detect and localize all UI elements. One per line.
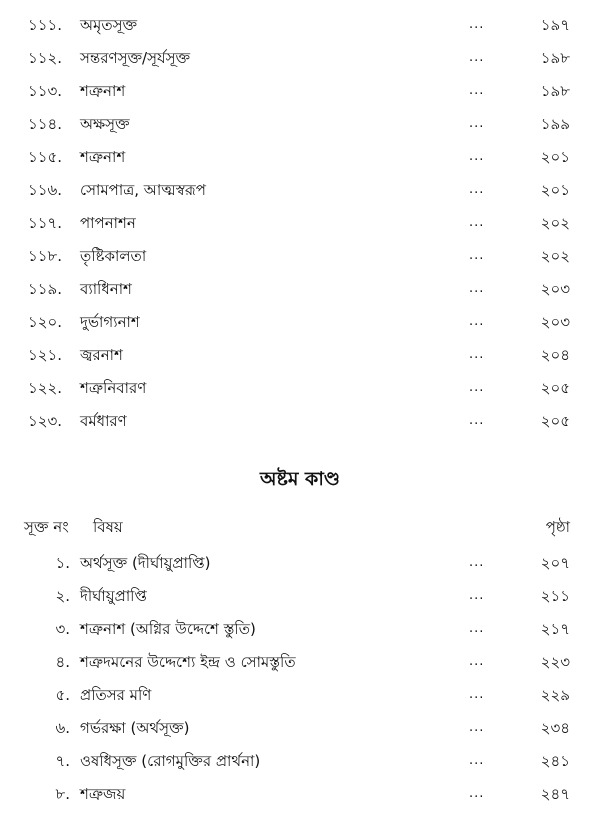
entry-title: শত্রুদমনের উদ্দেশ্যে ইন্দ্র ও সোমস্তুতি	[80, 653, 296, 671]
entry-leader: ...	[469, 588, 485, 603]
entry-page: ২২৯	[540, 686, 570, 704]
entry-number: ১২১.	[28, 346, 62, 364]
entry-title: সোমপাত্র, আত্মস্বরূপ	[80, 181, 206, 199]
entry-number: ১১৬.	[28, 181, 62, 199]
entry-number: ১১৭.	[28, 214, 62, 232]
toc-row	[0, 375, 600, 401]
entry-page: ২৩৪	[540, 719, 570, 737]
entry-leader: ...	[469, 17, 485, 32]
entry-page: ১৯৯	[540, 115, 570, 133]
toc-row	[0, 45, 600, 71]
toc-row	[0, 342, 600, 368]
entry-number: ৮.	[55, 785, 70, 803]
entry-leader: ...	[469, 654, 485, 669]
section-heading: অষ্টম কাণ্ড	[260, 468, 340, 490]
toc-row	[0, 243, 600, 269]
entry-leader: ...	[469, 83, 485, 98]
entry-title: ওষধিসূক্ত (রোগমুক্তির প্রার্থনা)	[80, 752, 261, 770]
entry-number: ১১৮.	[28, 247, 62, 265]
entry-page: ২০৩	[540, 280, 570, 298]
entry-leader: ...	[469, 753, 485, 768]
entry-title: তৃষ্টিকালতা	[80, 247, 147, 265]
entry-number: ৭.	[55, 752, 70, 770]
toc-row	[0, 649, 600, 675]
toc-row	[0, 78, 600, 104]
entry-number: ১১৪.	[28, 115, 62, 133]
entry-page: ২০৪	[540, 346, 570, 364]
entry-title: দীর্ঘায়ুপ্রাপ্তি	[80, 587, 147, 605]
entry-number: ১২০.	[28, 313, 63, 331]
entry-page: ২২৩	[540, 653, 570, 671]
entry-leader: ...	[469, 687, 485, 702]
column-header-row	[0, 514, 600, 540]
toc-row	[0, 144, 600, 170]
entry-title: বর্মধারণ	[80, 412, 127, 430]
entry-page: ২০১	[540, 181, 570, 199]
entry-number: ১১৩.	[28, 82, 62, 100]
entry-number: ১১১.	[28, 16, 62, 34]
entry-title: শত্রুনিবারণ	[80, 379, 147, 397]
entry-page: ২০১	[540, 148, 570, 166]
toc-row	[0, 276, 600, 302]
entry-leader: ...	[469, 182, 485, 197]
toc-row	[0, 781, 600, 807]
entry-page: ২০৩	[540, 313, 570, 331]
entry-leader: ...	[469, 314, 485, 329]
entry-title: শত্রুনাশ	[80, 148, 126, 166]
entry-number: ১১৫.	[28, 148, 62, 166]
toc-row	[0, 408, 600, 434]
entry-page: ১৯৮	[540, 82, 570, 100]
entry-title: শত্রুনাশ	[80, 82, 126, 100]
entry-page: ২৪১	[540, 752, 570, 770]
toc-row	[0, 715, 600, 741]
entry-page: ২৪৭	[540, 785, 570, 803]
entry-leader: ...	[469, 116, 485, 131]
entry-title: গর্ভরক্ষা (অর্থসূক্ত)	[80, 719, 190, 737]
entry-leader: ...	[469, 50, 485, 65]
toc-row	[0, 550, 600, 576]
entry-title: অর্থসূক্ত (দীর্ঘায়ুপ্রাপ্তি)	[80, 554, 211, 572]
entry-title: প্রতিসর মণি	[80, 686, 152, 704]
toc-row	[0, 616, 600, 642]
entry-title: সন্তরণসূক্ত/সূর্যসূক্ত	[80, 49, 191, 67]
entry-number: ১১২.	[28, 49, 62, 67]
entry-leader: ...	[469, 347, 485, 362]
entry-title: শত্রুজয়	[80, 785, 126, 803]
entry-leader: ...	[469, 720, 485, 735]
entry-page: ১৯৮	[540, 49, 570, 67]
entry-page: ২১৭	[540, 620, 570, 638]
toc-row	[0, 748, 600, 774]
column-header-number: সূক্ত নং	[24, 518, 69, 536]
entry-page: ২০৭	[540, 554, 570, 572]
toc-row	[0, 210, 600, 236]
entry-leader: ...	[469, 413, 485, 428]
entry-number: ১২২.	[28, 379, 63, 397]
column-header-page: পৃষ্ঠা	[545, 518, 570, 536]
entry-page: ২০২	[540, 247, 570, 265]
entry-number: ১২৩.	[28, 412, 63, 430]
entry-leader: ...	[469, 380, 485, 395]
entry-page: ১৯৭	[540, 16, 570, 34]
entry-title: অমৃতসূক্ত	[80, 16, 138, 34]
entry-number: ৫.	[55, 686, 70, 704]
entry-leader: ...	[469, 149, 485, 164]
toc-row	[0, 12, 600, 38]
entry-leader: ...	[469, 281, 485, 296]
column-header-subject: বিষয়	[93, 518, 123, 536]
entry-leader: ...	[469, 555, 485, 570]
entry-number: ১.	[55, 554, 70, 572]
entry-title: জ্বরনাশ	[80, 346, 123, 364]
entry-leader: ...	[469, 215, 485, 230]
entry-title: পাপনাশন	[80, 214, 136, 232]
entry-leader: ...	[469, 786, 485, 801]
entry-title: ব্যাধিনাশ	[80, 280, 132, 298]
entry-page: ২০৫	[540, 379, 570, 397]
entry-number: ৬.	[55, 719, 70, 737]
toc-row	[0, 682, 600, 708]
entry-title: শত্রুনাশ (অগ্নির উদ্দেশে স্তুতি)	[80, 620, 256, 638]
entry-number: ৪.	[55, 653, 70, 671]
entry-page: ২১১	[540, 587, 570, 605]
entry-number: ২.	[55, 587, 70, 605]
entry-number: ৩.	[55, 620, 70, 638]
entry-leader: ...	[469, 248, 485, 263]
toc-row	[0, 177, 600, 203]
entry-title: অক্ষসূক্ত	[80, 115, 130, 133]
entry-leader: ...	[469, 621, 485, 636]
toc-row	[0, 583, 600, 609]
entry-page: ২০৫	[540, 412, 570, 430]
entry-number: ১১৯.	[28, 280, 62, 298]
toc-row	[0, 111, 600, 137]
entry-title: দুর্ভাগ্যনাশ	[80, 313, 140, 331]
toc-row	[0, 309, 600, 335]
entry-page: ২০২	[540, 214, 570, 232]
